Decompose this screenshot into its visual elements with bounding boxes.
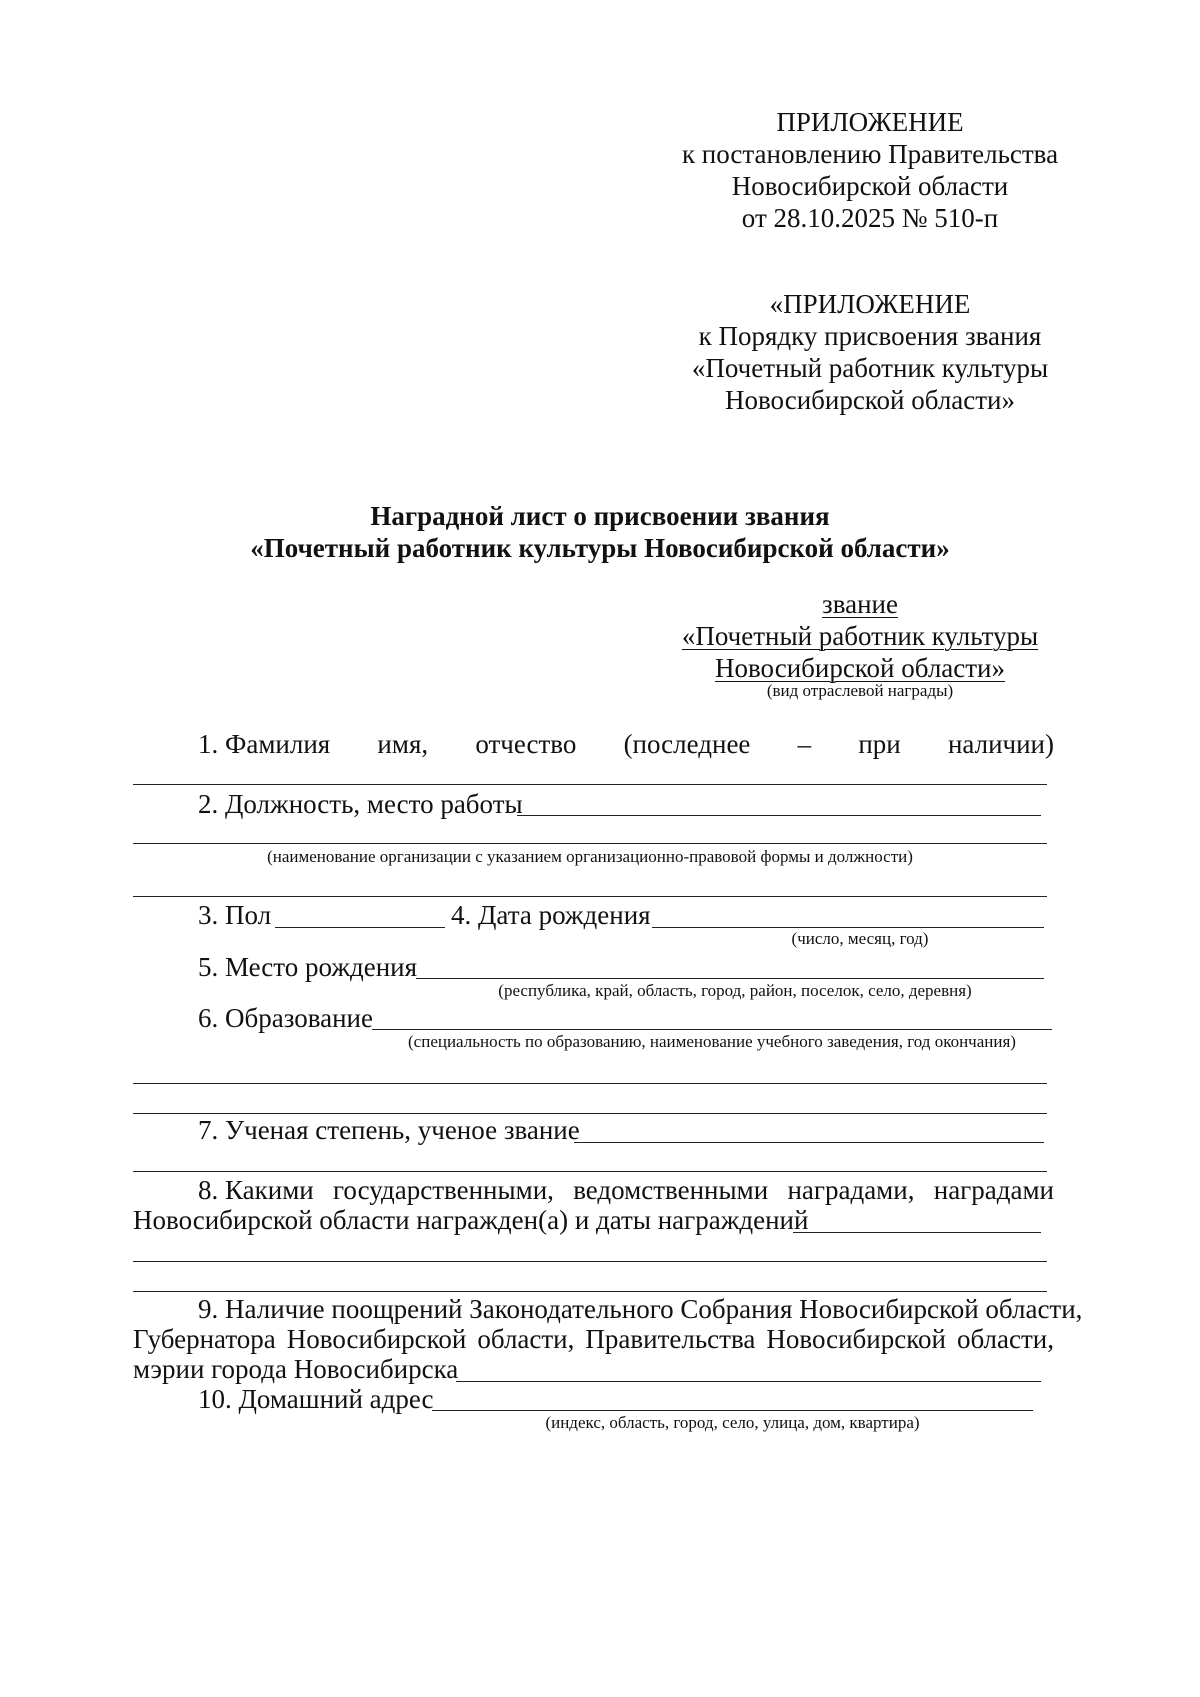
field-8-label: 8. Какими государственными, ведомственными наградами, наградами xyxy=(198,1175,1054,1205)
field-1-label: 1. Фамилия имя, отчество (последнее – при наличии) xyxy=(198,729,1054,759)
birth-place-hint: (республика, край, область, город, район, поселок, село, деревня) xyxy=(498,981,972,1000)
header2-appendix-line: «Почетный работник культуры xyxy=(691,353,1049,383)
field-5-label: 5. Место рождения xyxy=(198,952,418,982)
header-appendix-title: ПРИЛОЖЕНИЕ xyxy=(776,107,964,137)
header-appendix-date: от 28.10.2025 № 510-п xyxy=(741,203,999,233)
awards-input-line[interactable] xyxy=(793,1232,1041,1233)
field-7-label: 7. Ученая степень, ученое звание xyxy=(198,1115,580,1145)
award-title-line: звание xyxy=(822,589,898,619)
full-name-input-line[interactable] xyxy=(133,784,1047,785)
header2-appendix-title: «ПРИЛОЖЕНИЕ xyxy=(769,289,971,319)
education-hint: (специальность по образованию, наименование учебного заведения, год окончания) xyxy=(408,1032,1016,1051)
award-type-hint: (вид отраслевой награды) xyxy=(766,681,954,700)
document-title: «Почетный работник культуры Новосибирской области» xyxy=(250,533,950,563)
header2-appendix-line: к Порядку присвоения звания xyxy=(698,321,1042,351)
birth-date-hint: (число, месяц, год) xyxy=(791,929,929,948)
birth-place-input-line[interactable] xyxy=(416,978,1044,979)
academic-degree-input-line-2[interactable] xyxy=(133,1171,1047,1172)
header-appendix-line: Новосибирской области xyxy=(731,171,1009,201)
home-address-input-line[interactable] xyxy=(432,1410,1033,1411)
awards-input-line-2[interactable] xyxy=(133,1261,1047,1262)
field-9-label-line2: Губернатора Новосибирской области, Правительства Новосибирской области, xyxy=(133,1324,1054,1354)
encouragements-input-line[interactable] xyxy=(456,1381,1041,1382)
award-title-line: «Почетный работник культуры xyxy=(681,621,1039,651)
sex-input-line[interactable] xyxy=(275,927,445,928)
field-10-label: 10. Домашний адрес xyxy=(198,1384,434,1414)
awards-input-line-3[interactable] xyxy=(133,1291,1047,1292)
award-title-line: Новосибирской области» xyxy=(714,653,1006,683)
position-input-line-2[interactable] xyxy=(133,843,1047,844)
header-appendix-line: к постановлению Правительства xyxy=(681,139,1059,169)
education-input-line[interactable] xyxy=(372,1029,1052,1030)
field-8-label-line2: Новосибирской области награжден(а) и даты награждений xyxy=(133,1205,809,1235)
field-3-label: 3. Пол xyxy=(198,900,272,930)
home-address-hint: (индекс, область, город, село, улица, дом, квартира) xyxy=(545,1413,920,1432)
field-2-label: 2. Должность, место работы xyxy=(198,789,523,819)
academic-degree-input-line[interactable] xyxy=(574,1142,1044,1143)
birth-date-input-line[interactable] xyxy=(652,927,1044,928)
field-4-label: 4. Дата рождения xyxy=(451,900,651,930)
field-6-label: 6. Образование xyxy=(198,1003,373,1033)
position-hint: (наименование организации с указанием организационно-правовой формы и должности) xyxy=(267,847,913,866)
education-input-line-2[interactable] xyxy=(133,1083,1047,1084)
document-title: Наградной лист о присвоении звания xyxy=(370,501,830,531)
field-9-label-line3: мэрии города Новосибирска xyxy=(133,1354,459,1384)
position-input-line-3[interactable] xyxy=(133,896,1047,897)
position-input-line[interactable] xyxy=(517,815,1041,816)
field-9-label: 9. Наличие поощрений Законодательного Собрания Новосибирской области, xyxy=(198,1294,1083,1324)
header2-appendix-line: Новосибирской области» xyxy=(724,385,1016,415)
